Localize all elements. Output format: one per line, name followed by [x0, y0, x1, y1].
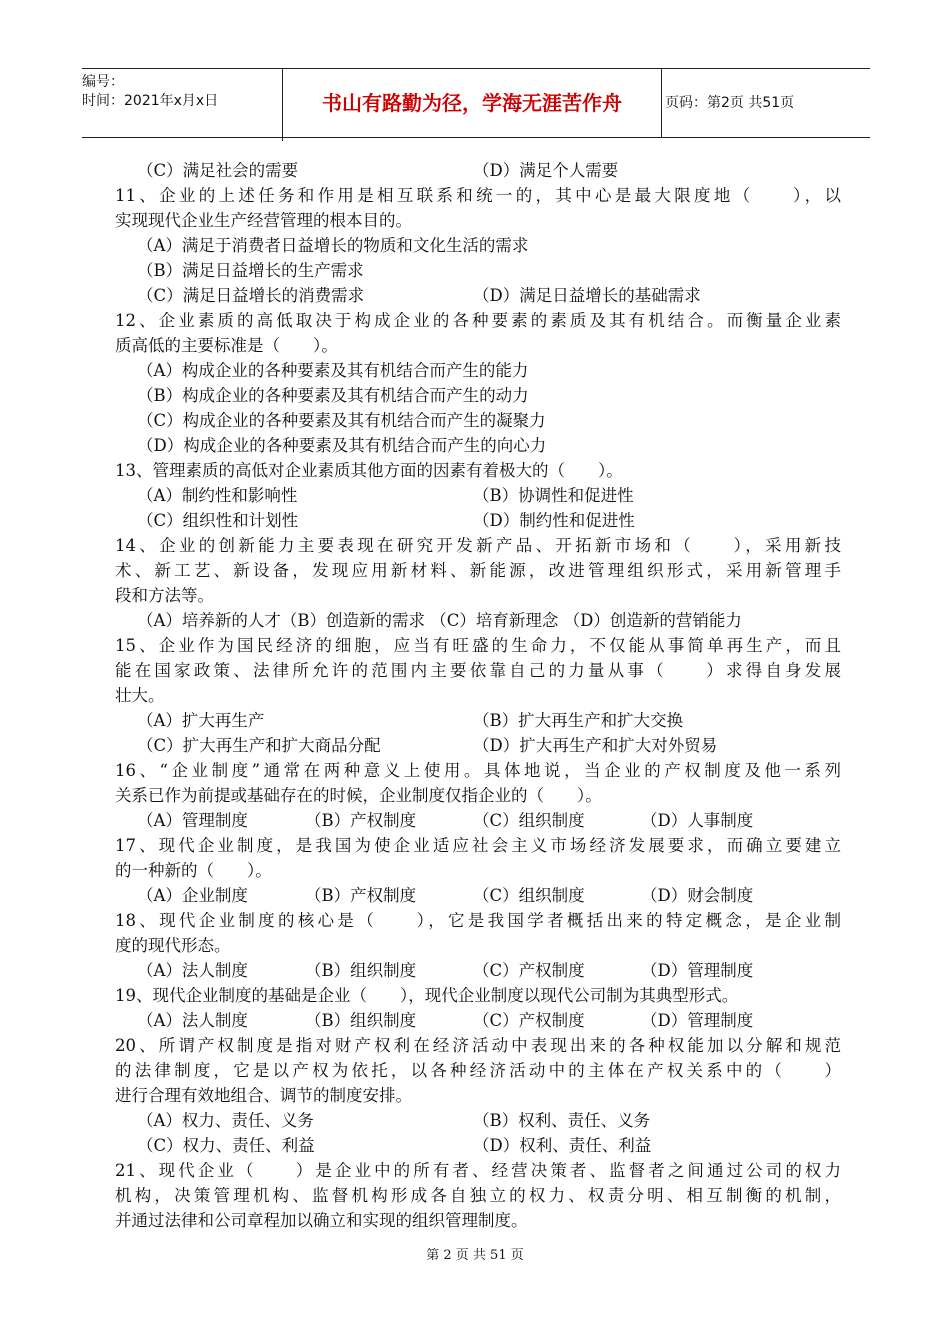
option-c: （C）构成企业的各种要素及其有机结合而产生的凝聚力	[137, 411, 546, 430]
option-a: （A）制约性和影响性	[137, 486, 298, 505]
option-row	[115, 733, 841, 758]
question-15-line: 能在国家政策、法律所允许的范围内主要依靠自己的力量从事（ ）求得自身发展	[115, 661, 841, 680]
option-row	[115, 883, 841, 908]
option-row	[115, 808, 841, 833]
question-16-line: 16、“企业制度”通常在两种意义上使用。具体地说，当企业的产权制度及他一系列	[115, 761, 841, 780]
document-body	[115, 158, 841, 1233]
option-a: （A）法人制度	[137, 961, 248, 980]
question-20-line: 的法律制度，它是以产权为依托，以各种经济活动中的主体在产权关系中的（ ）	[115, 1061, 841, 1080]
option-b: （B）产权制度	[305, 886, 417, 905]
option-b: （B）满足日益增长的生产需求	[137, 261, 364, 280]
question-21-line: 21、现代企业（ ）是企业中的所有者、经营决策者、监督者之间通过公司的权力	[115, 1161, 841, 1180]
option-d: （D）人事制度	[641, 811, 754, 830]
option-c: （C）满足社会的需要	[137, 161, 299, 180]
option-c: （C）扩大再生产和扩大商品分配	[137, 736, 381, 755]
option-a: （A）满足于消费者日益增长的物质和文化生活的需求	[137, 236, 529, 255]
option-c: （C）组织性和计划性	[137, 511, 299, 530]
option-d: （D）制约性和促进性	[473, 511, 635, 530]
question-17-line: 17、现代企业制度，是我国为使企业适应社会主义市场经济发展要求，而确立要建立	[115, 836, 841, 855]
option-row	[115, 1108, 841, 1133]
option-row	[115, 158, 841, 183]
option-d: （D）扩大再生产和扩大对外贸易	[473, 736, 718, 755]
option-d: （D）满足个人需要	[473, 161, 619, 180]
question-13-line: 13、管理素质的高低对企业素质其他方面的因素有着极大的（ ）。	[115, 461, 623, 480]
page-footer: 第 2 页 共 51 页	[426, 1248, 524, 1263]
question-14-line: 术、新工艺、新设备，发现应用新材料、新能源，改进管理组织形式，采用新管理手	[115, 561, 841, 580]
option-row	[115, 1133, 841, 1158]
option-d: （D）财会制度	[641, 886, 754, 905]
option-d: （D）权利、责任、利益	[473, 1136, 652, 1155]
question-15-line: 壮大。	[115, 686, 165, 705]
option-row	[115, 483, 841, 508]
option-row	[115, 283, 841, 308]
option-d: （D）管理制度	[641, 961, 754, 980]
question-16-line: 关系已作为前提或基础存在的时候，企业制度仅指企业的（ ）。	[115, 786, 602, 805]
option-d: （D）管理制度	[641, 1011, 754, 1030]
option-b: （B）构成企业的各种要素及其有机结合而产生的动力	[137, 386, 529, 405]
question-20-line: 20、所谓产权制度是指对财产权利在经济活动中表现出来的各种权能加以分解和规范	[115, 1036, 841, 1055]
option-b: （B）组织制度	[305, 961, 417, 980]
option-d: （D）构成企业的各种要素及其有机结合而产生的向心力	[137, 436, 547, 455]
option-row	[115, 958, 841, 983]
option-b: （B）产权制度	[305, 811, 417, 830]
option-c: （C）产权制度	[473, 1011, 585, 1030]
question-19-line: 19、现代企业制度的基础是企业（ ），现代企业制度以现代公司制为其典型形式。	[115, 986, 739, 1005]
question-21-line: 并通过法律和公司章程加以确立和实现的组织管理制度。	[115, 1211, 528, 1230]
question-18-line: 度的现代形态。	[115, 936, 231, 955]
header-meta	[82, 69, 283, 141]
option-a: （A）企业制度	[137, 886, 248, 905]
question-14-line: 14、企业的创新能力主要表现在研究开发新产品、开拓新市场和（ ），采用新技	[115, 536, 841, 555]
option-c: （C）产权制度	[473, 961, 585, 980]
option-a: （A）法人制度	[137, 1011, 248, 1030]
option-row	[115, 708, 841, 733]
option-c: （C）组织制度	[473, 886, 585, 905]
question-12-line: 12、企业素质的高低取决于构成企业的各种要素的素质及其有机结合。而衡量企业素	[115, 311, 841, 330]
question-12-line: 质高低的主要标准是（ ）。	[115, 336, 338, 355]
time-label: 时间：2021年x月x日	[82, 93, 219, 109]
question-11-line: 11、企业的上述任务和作用是相互联系和统一的，其中心是最大限度地（ ），以	[115, 186, 841, 205]
option-row	[115, 1008, 841, 1033]
option-c: （C）权力、责任、利益	[137, 1136, 315, 1155]
option-d: （D）满足日益增长的基础需求	[473, 286, 701, 305]
option-a: （A）扩大再生产	[137, 711, 265, 730]
option-b: （B）权利、责任、义务	[473, 1111, 651, 1130]
header-motto: 书山有路勤为径，学海无涯苦作舟	[283, 69, 662, 137]
option-row	[115, 508, 841, 533]
question-20-line: 进行合理有效地组合、调节的制度安排。	[115, 1086, 412, 1105]
option-c: （C）满足日益增长的消费需求	[137, 286, 365, 305]
question-15-line: 15、企业作为国民经济的细胞，应当有旺盛的生命力，不仅能从事简单再生产，而且	[115, 636, 841, 655]
option-row: （A）培养新的人才（B）创造新的需求 （C）培育新理念 （D）创造新的营销能力	[137, 611, 742, 630]
header-page-info: 页码：第2页 共51页	[665, 95, 795, 111]
option-a: （A）管理制度	[137, 811, 248, 830]
question-14-line: 段和方法等。	[115, 586, 214, 605]
option-a: （A）构成企业的各种要素及其有机结合而产生的能力	[137, 361, 529, 380]
option-a: （A）权力、责任、义务	[137, 1111, 314, 1130]
number-label: 编号：	[82, 74, 124, 90]
question-11-line: 实现现代企业生产经营管理的根本目的。	[115, 211, 412, 230]
option-b: （B）协调性和促进性	[473, 486, 634, 505]
question-17-line: 的一种新的（ ）。	[115, 861, 272, 880]
page-header	[82, 68, 870, 138]
option-c: （C）组织制度	[473, 811, 585, 830]
option-b: （B）扩大再生产和扩大交换	[473, 711, 684, 730]
question-21-line: 机构，决策管理机构、监督机构形成各自独立的权力、权责分明、相互制衡的机制，	[115, 1186, 841, 1205]
question-18-line: 18、现代企业制度的核心是（ ），它是我国学者概括出来的特定概念，是企业制	[115, 911, 841, 930]
option-b: （B）组织制度	[305, 1011, 417, 1030]
